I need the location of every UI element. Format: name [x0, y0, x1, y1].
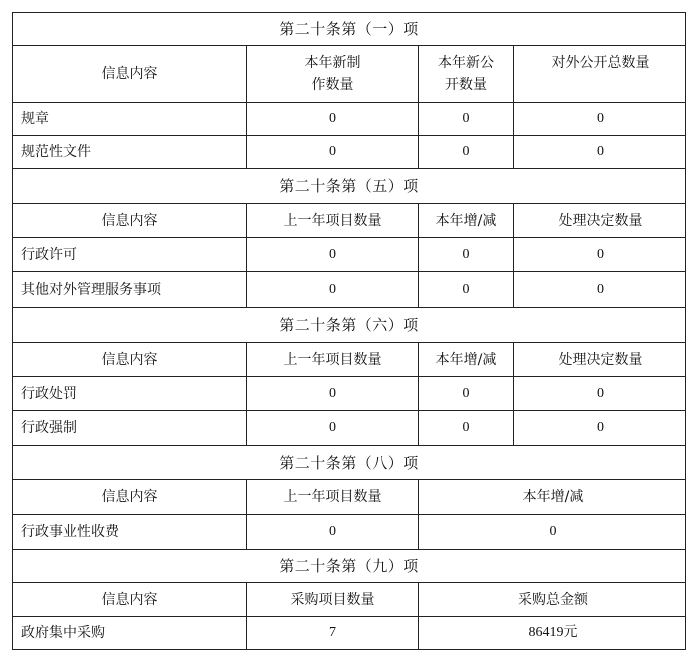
row-value: 0	[246, 515, 418, 549]
disclosure-table	[12, 12, 686, 650]
header-cell-content: 信息内容	[101, 489, 158, 505]
row-label: 政府集中采购	[21, 625, 105, 641]
row-value: 0	[246, 411, 418, 445]
row-value: 7	[246, 617, 418, 649]
header-cell-change: 本年增/减	[418, 343, 513, 376]
table-row	[13, 136, 685, 169]
table-header-row	[13, 46, 685, 103]
row-value: 0	[246, 377, 418, 410]
section-title: 第二十条第（六）项	[279, 316, 419, 334]
table-row	[13, 515, 685, 550]
header-cell-change: 本年增/减	[418, 480, 687, 514]
header-cell-prev-count: 上一年项目数量	[246, 204, 418, 237]
row-value: 0	[418, 238, 513, 271]
row-label: 行政强制	[21, 420, 77, 436]
table-header-row	[13, 583, 685, 617]
row-label: 行政处罚	[21, 385, 77, 402]
header-cell-purchase-amount: 采购总金额	[418, 583, 687, 616]
header-cell-new-made: 本年新制 作数量	[246, 46, 418, 102]
table-header-row	[13, 204, 685, 238]
header-cell-total-public: 对外公开总数量	[513, 46, 687, 102]
row-label: 规范性文件	[21, 144, 91, 160]
header-cell-new-public: 本年新公 开数量	[418, 46, 513, 102]
row-value: 0	[513, 238, 687, 271]
section-title-row	[13, 169, 685, 204]
header-cell-change: 本年增/减	[418, 204, 513, 237]
section-title-row	[13, 446, 685, 480]
section-title-row	[13, 13, 685, 46]
table-row	[13, 103, 685, 136]
row-label: 其他对外管理服务事项	[21, 281, 161, 298]
section-title-row	[13, 550, 685, 583]
row-label: 规章	[21, 111, 49, 127]
header-cell-prev-count: 上一年项目数量	[246, 480, 418, 514]
header-cell-content: 信息内容	[101, 212, 158, 229]
header-cell-decisions: 处理决定数量	[513, 343, 687, 376]
row-value: 0	[513, 136, 687, 168]
header-cell-prev-count: 上一年项目数量	[246, 343, 418, 376]
row-value: 86419元	[418, 617, 687, 649]
header-cell-content: 信息内容	[101, 591, 158, 608]
table-row	[13, 411, 685, 446]
row-label: 行政事业性收费	[21, 524, 119, 540]
section-title: 第二十条第（八）项	[279, 453, 419, 472]
header-cell-content: 信息内容	[101, 351, 158, 368]
section-title: 第二十条第（九）项	[279, 557, 419, 575]
table-header-row	[13, 343, 685, 377]
row-value: 0	[246, 238, 418, 271]
row-label: 行政许可	[21, 246, 77, 263]
row-value: 0	[418, 103, 513, 135]
row-value: 0	[513, 272, 687, 307]
row-value: 0	[513, 411, 687, 445]
header-cell-decisions: 处理决定数量	[513, 204, 687, 237]
table-row	[13, 238, 685, 272]
section-title: 第二十条第（五）项	[279, 177, 419, 195]
row-value: 0	[418, 411, 513, 445]
row-value: 0	[513, 103, 687, 135]
table-row	[13, 377, 685, 411]
section-title-row	[13, 308, 685, 343]
row-value: 0	[246, 103, 418, 135]
section-title: 第二十条第（一）项	[279, 20, 419, 38]
row-value: 0	[246, 272, 418, 307]
row-value: 0	[246, 136, 418, 168]
row-value: 0	[418, 136, 513, 168]
header-cell-purchase-count: 采购项目数量	[246, 583, 418, 616]
row-value: 0	[418, 377, 513, 410]
row-value: 0	[418, 515, 687, 549]
table-header-row	[13, 480, 685, 515]
row-value: 0	[418, 272, 513, 307]
table-row	[13, 272, 685, 308]
row-value: 0	[513, 377, 687, 410]
header-cell-content: 信息内容	[101, 66, 158, 82]
table-row	[13, 617, 685, 649]
